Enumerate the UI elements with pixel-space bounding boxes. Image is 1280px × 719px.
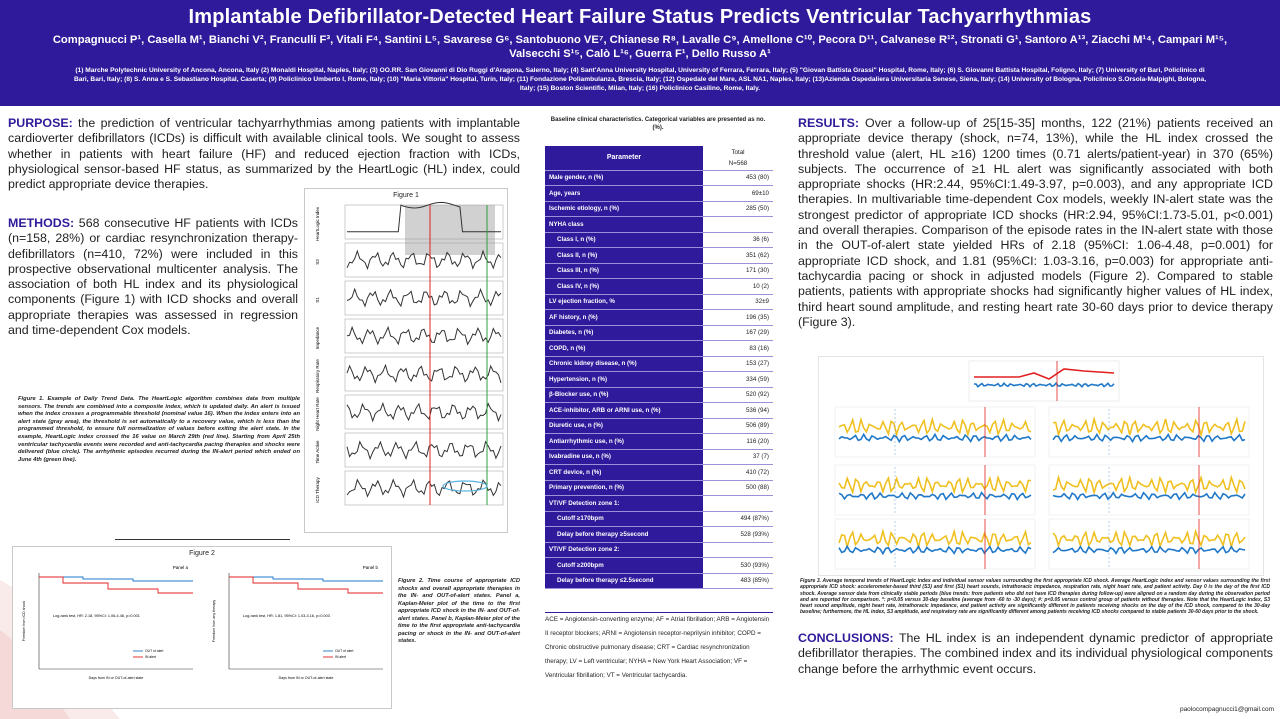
table-cell-total: 167 (29): [703, 325, 773, 341]
table-cell-total: 520 (92): [703, 387, 773, 403]
trend-panel: [345, 433, 503, 467]
table-row: [545, 186, 773, 202]
table-cell-parameter: Cutoff ≥170bpm: [545, 511, 703, 527]
methods-section: [8, 216, 298, 338]
table-cell-total: 500 (88): [703, 480, 773, 496]
table-row: [545, 372, 773, 388]
author-list: Compagnucci P¹, Casella M¹, Bianchi V², Franculli F³, Vitali F⁴, Santini L⁵, Savarese G⁶, Santobuono VE⁷, Chianese R⁸, Lavalle C⁹, Amellone C¹⁰, Pecora D¹¹, Calvanese R¹², Stronati G¹, Santoro A¹³, Ziacchi M¹⁴, Campari M¹⁵, Valsecchi S¹⁵, Calò L¹⁶, Guerra F¹, Dello Russo A¹: [52, 34, 1228, 60]
table-cell-parameter: COPD, n (%): [545, 341, 703, 357]
results-text: Over a follow-up of 25[15-35] months, 122 (21%) patients received an appropriate device therapy (shock, n=74, 13%), while the HL index crossed the threshold value (alert, HL ≥16) 1200 times (0.71 alerts/patient-year) in 370 (65%) subjects. The occurrence of ≥1 HL alert was significantly associated with both appropriate shocks (HR:2.44, 95%CI:1.49-3.97, p=0.003), and any appropriate ICD therapies. In multivariable time-dependent Cox models, weekly IN-alert state was the strongest predictor of appropriate ICD shocks (HR:2.94, 95%CI:1.73-5.01, p<0.001) and overall therapies. Comparison of the episode rates in the IN-alert state with those in the OUT-of-alert state yielded HRs of 2.18 (95%CI: 1.06-4.48, p=0.001) for appropriate ICD shock, and 1.81 (95%CI: 1.03-3.16, p=0.003) for appropriate anti-tachycardia pacing or shock in adjusted models (Figure 2). Compared to stable patients, patients with appropriate shocks had significantly higher values of HL index, third heart sound amplitude, and resting heart rate 30-60 days prior to device therapy (Figure 3).: [798, 116, 1273, 329]
table-title: Baseline clinical characteristics. Categorical variables are presented as no. (%).: [550, 117, 766, 131]
table-cell-total: [703, 542, 773, 558]
poster-title: Implantable Defibrillator-Detected Heart Failure Status Predicts Ventricular Tachyarrhythmias: [188, 6, 1092, 28]
trend-panel: [345, 471, 503, 505]
table-row: [545, 294, 773, 310]
sensor-control-trend: [839, 434, 1031, 441]
trend-line: [347, 403, 501, 421]
sensor-control-trend: [1053, 547, 1245, 554]
legend-out-label: OUT of alert: [145, 649, 164, 653]
table-cell-parameter: Class II, n (%): [545, 248, 703, 264]
table-row: [545, 341, 773, 357]
table-cell-total: 153 (27): [703, 356, 773, 372]
table-cell-parameter: VT/VF Detection zone 2:: [545, 542, 703, 558]
table-cell-total: 483 (85%): [703, 573, 773, 589]
figure-3-sensor-trends: [819, 357, 1265, 577]
left-column: [8, 116, 520, 192]
table-row: [545, 480, 773, 496]
table-row: [545, 201, 773, 217]
table-cell-parameter: Chronic kidney disease, n (%): [545, 356, 703, 372]
table-cell-total: 453 (80): [703, 170, 773, 186]
sensor-panel: [1049, 465, 1249, 515]
table-cell-parameter: Hypertension, n (%): [545, 372, 703, 388]
purpose-section: [8, 116, 520, 192]
table-cell-parameter: Class IV, n (%): [545, 279, 703, 295]
table-header-parameter: Parameter: [545, 146, 703, 170]
trend-label: S1: [315, 297, 320, 303]
table-row: [545, 542, 773, 558]
affiliation-list: (1) Marche Polytechnic University of Ancona, Ancona, Italy (2) Monaldi Hospital, Naples, Italy; (3) OO.RR. San Giovanni di Dio Ruggi d'Aragona, Salerno, Italy; (4) Sant'Anna University Hospital, University of Ferrara, Ferrara, Italy; (5) "Giovan Battista Grassi" Hospital, Rome, Italy; (6) S. Giovanni Battista Hospital, Foligno, Italy; (7) University of Bari, Policlinico di Bari, Bari, Italy; (8) S. Anna e S. Sebastiano Hospital, Caserta; (9) Policlinico Umberto I, Rome, Italy; (10) "Maria Vittoria" Hospital, Turin, Italy; (11) Fondazione Poliambulanza, Brescia, Italy; (12) Ospedale del Mare, ASL NA1, Naples, Italy; (13)Azienda Ospedaliera Universitaria Senese, Siena, Italy; (14) University of Bologna, Policlinico S.Orsola-Malpighi, Bologna, Italy; (15) Boston Scientific, Milan, Italy; (16) Policlinico Casilino, Rome, Italy.: [73, 67, 1207, 92]
sensor-shock-trend: [1053, 531, 1245, 547]
figure-2-caption: Figure 2. Time course of appropriate ICD shocks and overall appropriate therapies in the IN- and OUT-of-alert states. Panel a, Kaplan-Meier plot of the time to the first appropriate ICD shock in the IN- and OUT-of-alert states. Panel b, Kaplan-Meier plot of the time to the first appropriate anti-tachycardia pacing or shock in the IN- and OUT-of-alert states.: [398, 578, 520, 644]
trend-panel: [345, 319, 503, 353]
table-cell-total: 410 (72): [703, 465, 773, 481]
divider-line: [115, 539, 290, 540]
table-cell-total: 530 (93%): [703, 558, 773, 574]
table-cell-parameter: VT/VF Detection zone 1:: [545, 496, 703, 512]
trend-label: Night Heart Rate: [315, 397, 320, 431]
results-heading: RESULTS:: [798, 116, 860, 130]
table-cell-parameter: Primary prevention, n (%): [545, 480, 703, 496]
figure-3: [818, 356, 1264, 576]
sensor-control-trend: [1053, 493, 1245, 500]
sensor-control-trend: [1053, 435, 1245, 442]
table-row: [545, 170, 773, 186]
methods-text: 568 consecutive HF patients with ICDs (n=158, 28%) or cardiac resynchronization therapy-defibrillators (n=410, 72%) were included in this prospective observational multicenter analysis. The association of both HL index and its physiological components (Figure 1) with ICD shocks and overall appropriate therapies was assessed in regression and time-dependent Cox models.: [8, 216, 298, 338]
table-row: [545, 573, 773, 589]
km-logrank-text: Log-rank test, HR: 1.81, 95%CI: 1.03-3.16, p=0.003: [243, 614, 330, 618]
figure-2-kaplan-meier: [13, 559, 393, 709]
sensor-shock-trend: [1053, 419, 1245, 435]
trend-label: S3: [315, 259, 320, 265]
table-cell-parameter: LV ejection fraction, %: [545, 294, 703, 310]
table-cell-total: 285 (50): [703, 201, 773, 217]
therapy-circle: [443, 481, 487, 491]
table-cell-total: 10 (2): [703, 279, 773, 295]
table-row: [545, 232, 773, 248]
figure-1-trends: [305, 199, 509, 534]
hl-control-trend: [974, 383, 1114, 387]
table-row: [545, 279, 773, 295]
trend-line: [347, 289, 501, 306]
sensor-panel: [1049, 519, 1249, 569]
trend-label: Impedance: [315, 326, 320, 350]
table-cell-parameter: Delay before therapy ≥5second: [545, 527, 703, 543]
hl-index-panel: [969, 361, 1119, 401]
table-cell-total: 334 (59): [703, 372, 773, 388]
trend-line: [347, 365, 501, 383]
conclusions-text: The HL index is an independent dynamic predictor of appropriate defibrillator therapies. The combined index and its individual physiological components change before the arrhythmic event occurs.: [798, 631, 1273, 676]
table-cell-parameter: Male gender, n (%): [545, 170, 703, 186]
table-row: [545, 356, 773, 372]
panel-label: Panel b: [362, 565, 378, 570]
table-cell-parameter: Diabetes, n (%): [545, 325, 703, 341]
poster-header: [0, 0, 1280, 106]
table-row: [545, 403, 773, 419]
table-row: [545, 558, 773, 574]
table-cell-parameter: AF history, n (%): [545, 310, 703, 326]
table-row: [545, 511, 773, 527]
sensor-shock-trend: [839, 478, 1031, 493]
table-cell-total: 351 (62): [703, 248, 773, 264]
table-cell-total: [703, 496, 773, 512]
sensor-shock-trend: [1053, 477, 1245, 492]
table-row: [545, 387, 773, 403]
sensor-panel: [835, 407, 1035, 457]
table-row: [545, 263, 773, 279]
figure-1-caption: Figure 1. Example of Daily Trend Data. The HeartLogic algorithm combines data from multiple sensors. The trends are combined into a composite index, which is updated daily. An alert is issued when the index crosses a programmable threshold (nominal value 16). When the index enters into an alert state (gray area), the threshold is set automatically to a recovery value, which is less than the programmed threshold, to ensure full normalization of values before exiting the alert state. In the example, HeartLogic index crossed the 16 value on March 29th (red line). Starting from April 25th ventricular tachycardia events were recorded and anti-tachycardia pacing therapies and shocks were delivered (blue circle). The arrhythmic episodes recurred during the IN-alert period which ended on June 4th (green line).: [18, 396, 300, 463]
trend-label: Time Active: [315, 440, 320, 464]
table-abbreviations: ACE = Angiotensin-converting enzyme; AF = Atrial fibrillation; ARB = Angiotensin II receptor blockers; ARNI = Angiotensin receptor-neprilysin inhibitor; COPD = Chronic obstructive pulmonary disease; CRT = Cardiac resynchronization therapy; LV = Left ventricular; NYHA = New York Heart Association; VF = Ventricular fibrillation; VT = Ventricular tachycardia.: [545, 612, 773, 683]
right-column: [798, 116, 1273, 330]
trend-panel: [345, 395, 503, 429]
table-cell-total: 494 (87%): [703, 511, 773, 527]
table-cell-total: 171 (30): [703, 263, 773, 279]
table-cell-total: 196 (35): [703, 310, 773, 326]
sensor-panel: [835, 519, 1035, 569]
trend-label: ICD Therapy: [315, 477, 320, 503]
km-y-label: Freedom from any therapy: [212, 599, 216, 643]
table-cell-total: 536 (94): [703, 403, 773, 419]
sensor-panel: [1049, 407, 1249, 457]
km-x-label: Days from IN or OUT-of-alert state: [278, 676, 334, 680]
sensor-control-trend: [839, 546, 1031, 553]
figure-2: [12, 546, 392, 709]
sensor-control-trend: [839, 493, 1031, 500]
baseline-characteristics-table: [545, 146, 773, 589]
table-cell-total: 36 (6): [703, 232, 773, 248]
figure-1-title: Figure 1: [393, 192, 419, 199]
table-cell-parameter: Class III, n (%): [545, 263, 703, 279]
legend-out-label: OUT of alert: [335, 649, 354, 653]
hl-shock-trend: [974, 369, 1114, 379]
km-logrank-text: Log-rank test, HR: 2.18, 95%CI: 1.06-4.48, p=0.001: [53, 614, 140, 618]
purpose-text: the prediction of ventricular tachyarrhythmias among patients with implantable cardioverter defibrillators (ICDs) is difficult with available clinical tools. We sought to assess whether in patients with heart failure (HF) and reduced ejection fraction with ICDs, physiological sensor-based HF status, as summarized by the HeartLogic (HL) index, could predict appropriate device therapies.: [8, 116, 520, 192]
sensor-panel: [835, 465, 1035, 515]
table-cell-total: 69±10: [703, 186, 773, 202]
table-row: [545, 496, 773, 512]
km-x-label: Days from IN or OUT-of-alert state: [88, 676, 144, 680]
table-cell-parameter: Ivabradine use, n (%): [545, 449, 703, 465]
table-cell-parameter: Age, years: [545, 186, 703, 202]
conclusions-section: [798, 631, 1273, 677]
legend-in-label: IN alert: [145, 655, 156, 659]
trend-label: HeartLogic Index: [315, 206, 320, 242]
table-row: [545, 449, 773, 465]
table-cell-total: 37 (7): [703, 449, 773, 465]
alert-state-area: [405, 205, 495, 255]
sensor-shock-trend: [839, 419, 1031, 434]
panel-label: Panel a: [172, 565, 188, 570]
table-cell-parameter: Diuretic use, n (%): [545, 418, 703, 434]
sensor-shock-trend: [839, 531, 1031, 547]
table-row: [545, 325, 773, 341]
table-cell-parameter: CRT device, n (%): [545, 465, 703, 481]
table-row: [545, 248, 773, 264]
table-row: [545, 434, 773, 450]
table-row: [545, 418, 773, 434]
legend-in-label: IN alert: [335, 655, 346, 659]
table-header-total: Total: [703, 146, 773, 158]
table-row: [545, 310, 773, 326]
table-cell-parameter: Class I, n (%): [545, 232, 703, 248]
methods-heading: METHODS:: [8, 216, 75, 230]
table-cell-total: 32±9: [703, 294, 773, 310]
table-cell-total: 83 (16): [703, 341, 773, 357]
table-cell-parameter: Antiarrhythmic use, n (%): [545, 434, 703, 450]
figure-1: [304, 188, 508, 533]
table-cell-parameter: Cutoff ≥200bpm: [545, 558, 703, 574]
table-cell-parameter: Ischemic etiology, n (%): [545, 201, 703, 217]
km-y-label: Freedom from ICD shock: [22, 600, 26, 642]
figure-3-caption: Figure 3. Average temporal trends of HeartLogic index and individual sensor values surrounding the first appropriate ICD shock. Average HeartLogic index and sensor values surrounding the first appropriate ICD shock: accelerometer-based third (S3) and first (S1) heart sounds, intrathoracic impedance, respiration rate, night heart rate, and patient activity. Day 0 is the day of the first ICD shock. Average sensor data from clinically stable periods (blue trends: from patients who did not have ICD therapies during follow-up) were aligned on a random day during the observation period and are reported for comparison. *: p<0.05 versus 30-day baseline (average from -60 to -30 days); #: p<0.05 versus control group of patients without therapies. Note that the HeartLogic index, S3 heart sound amplitude, night heart rate, intrathoracic impedance, and patient activity are significantly different in patients receiving shocks on the day of the ICD shock, compared to the 30-day baseline; furthermore, the HL index, S3 amplitude, and respiratory rate are significantly different among patients receiving ICD shocks compared to stable patients 30-60 days prior to the shock.: [800, 578, 1270, 616]
results-section: [798, 116, 1273, 330]
trend-line: [347, 442, 501, 459]
table-cell-total: 506 (89): [703, 418, 773, 434]
table-row: [545, 217, 773, 233]
table-row: [545, 527, 773, 543]
table-cell-parameter: β-Blocker use, n (%): [545, 387, 703, 403]
table-row: [545, 465, 773, 481]
table-cell-total: 528 (93%): [703, 527, 773, 543]
table-cell-parameter: NYHA class: [545, 217, 703, 233]
table-header-n: N=568: [703, 158, 773, 170]
table-header-row: [545, 146, 773, 158]
km-out-alert-curve: [229, 577, 383, 581]
trend-panel: [345, 281, 503, 315]
figure-2-title: Figure 2: [189, 550, 215, 557]
trend-label: Respiratory Rate: [315, 359, 320, 393]
trend-line: [347, 327, 501, 344]
purpose-heading: PURPOSE:: [8, 116, 73, 130]
conclusions-heading: CONCLUSIONS:: [798, 631, 894, 645]
table-cell-total: [703, 217, 773, 233]
contact-email: paolocompagnucci1@gmail.com: [1179, 706, 1274, 713]
km-out-alert-curve: [39, 577, 193, 581]
table-cell-parameter: ACE-inhibitor, ARB or ARNI use, n (%): [545, 403, 703, 419]
table-cell-total: 116 (20): [703, 434, 773, 450]
table-cell-parameter: Delay before therapy ≤2.5second: [545, 573, 703, 589]
